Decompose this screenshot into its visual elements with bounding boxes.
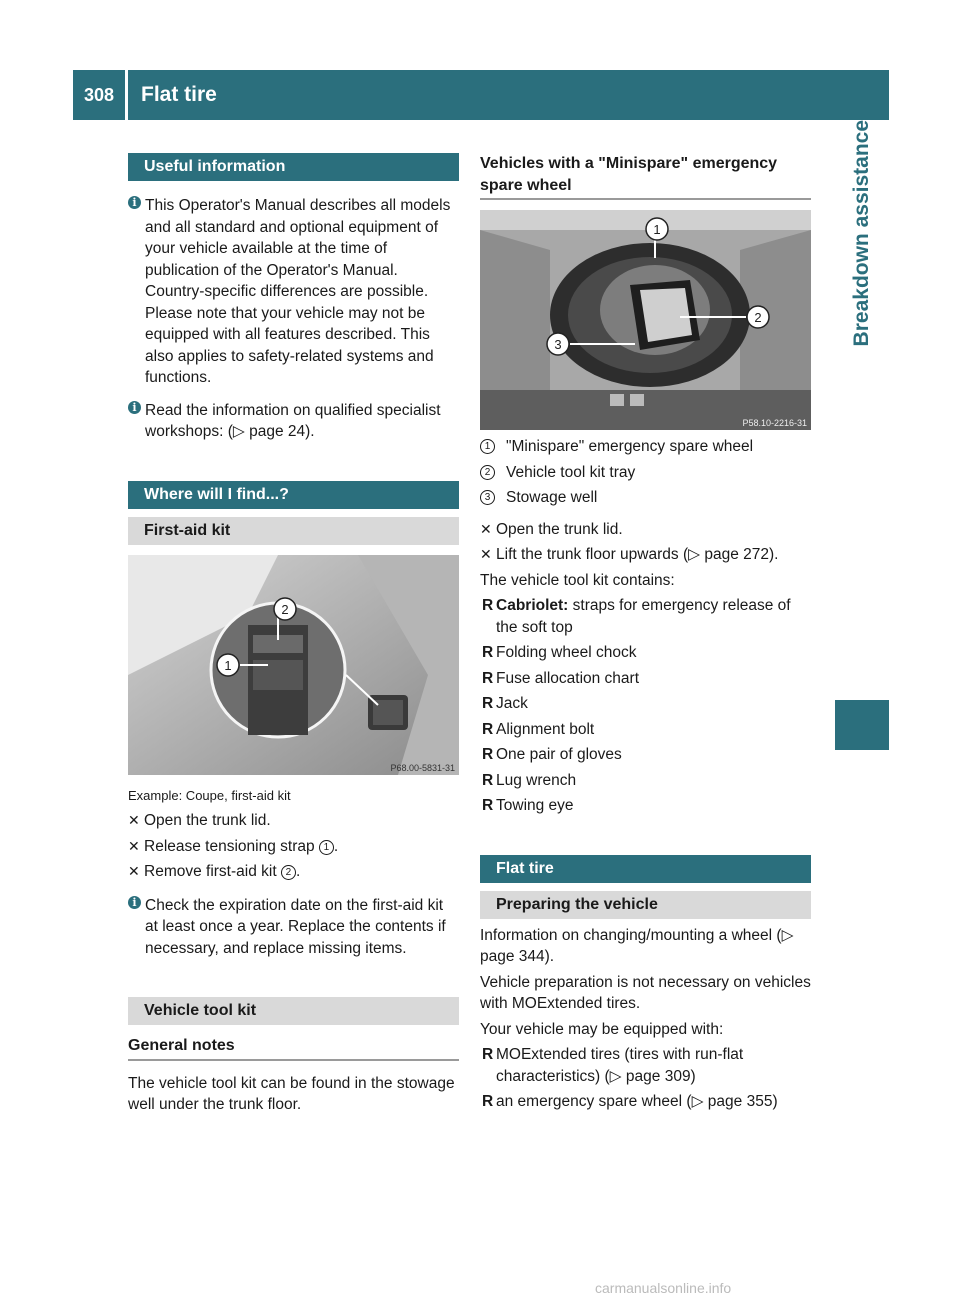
step-text: Remove first-aid kit	[144, 863, 281, 880]
step-arrow-icon: ✕	[480, 520, 492, 537]
info-icon: i	[128, 401, 141, 414]
subsection-heading-preparing: Preparing the vehicle	[480, 891, 811, 919]
section-heading-useful-info: Useful information	[128, 153, 459, 181]
legend-text: Stowage well	[506, 489, 598, 506]
list-item	[480, 642, 811, 664]
legend-number: 1	[480, 439, 495, 454]
list-item	[480, 1044, 811, 1087]
right-column	[480, 153, 811, 1113]
section-heading-flat-tire: Flat tire	[480, 855, 811, 883]
page-number: 308	[73, 70, 125, 120]
list-item	[480, 693, 811, 715]
side-tab-label: Breakdown assistance	[850, 120, 873, 347]
legend-number: 3	[480, 490, 495, 505]
legend-item	[480, 436, 811, 458]
list-item-text: Jack	[496, 695, 528, 712]
list-item-text: straps for emergency release of the soft top	[496, 597, 791, 636]
image-code: P68.00-5831-31	[390, 762, 455, 773]
step-arrow-icon: ✕	[128, 812, 140, 828]
info-note	[128, 895, 459, 960]
step-arrow-icon: ✕	[128, 863, 140, 879]
step-item	[128, 810, 459, 832]
paragraph: Information on changing/mounting a wheel (▷ page 344).	[480, 926, 794, 965]
info-text: Check the expiration date on the first-aid kit at least once a year. Replace the contents if necessary, and replace missing items.	[145, 896, 446, 957]
first-aid-kit-illustration	[128, 555, 459, 775]
callout-3: 3	[554, 337, 562, 352]
subsection-heading-first-aid: First-aid kit	[128, 517, 459, 545]
paragraph: Vehicle preparation is not necessary on vehicles with MOExtended tires.	[480, 973, 811, 1012]
bullet-icon: R	[482, 771, 494, 789]
step-text: Release tensioning strap	[144, 837, 319, 855]
step-item	[480, 519, 811, 541]
callout-1: 1	[224, 657, 232, 673]
list-item-text: Folding wheel chock	[496, 644, 637, 661]
contents-list	[480, 595, 811, 817]
callout-ref: 2	[281, 865, 296, 880]
step-item: ✕ Remove first-aid kit 2 .	[128, 861, 459, 883]
step-arrow-icon: ✕	[128, 837, 140, 854]
list-item	[480, 668, 811, 690]
list-item-text: Alignment bolt	[496, 720, 595, 738]
minispare-heading: Vehicles with a "Minispare" emergency spare wheel	[480, 153, 811, 200]
callout-1: 1	[653, 222, 661, 237]
step-text: Open the trunk lid.	[144, 812, 271, 829]
bullet-icon: R	[482, 597, 494, 614]
callout-2: 2	[754, 310, 762, 325]
side-tab-marker	[835, 700, 889, 750]
list-item-text: Lug wrench	[496, 771, 577, 789]
paragraph: Your vehicle may be equipped with:	[480, 1020, 724, 1038]
first-aid-kit-photo	[128, 555, 459, 775]
callout-ref: 1	[319, 840, 334, 855]
info-icon: i	[128, 896, 141, 909]
list-item	[480, 1091, 811, 1113]
side-tab	[835, 120, 889, 760]
figure-caption: Example: Coupe, first-aid kit	[128, 787, 291, 803]
list-item	[480, 719, 811, 741]
step-item	[480, 544, 811, 566]
list-item	[480, 770, 811, 792]
legend-item	[480, 462, 811, 484]
bullet-icon: R	[482, 746, 494, 763]
bullet-icon: R	[482, 1046, 494, 1063]
info-text: Read the information on qualified specialist workshops: (▷ page 24).	[145, 401, 441, 440]
info-note	[128, 195, 459, 389]
header-divider	[125, 70, 128, 120]
callout-2: 2	[281, 601, 289, 617]
info-icon: i	[128, 196, 141, 209]
list-item	[480, 795, 811, 817]
section-heading-where: Where will I find...?	[128, 481, 459, 509]
contents-intro: The vehicle tool kit contains:	[480, 571, 675, 589]
list-item	[480, 744, 811, 766]
step-item: ✕ Release tensioning strap 1 .	[128, 836, 459, 858]
legend-text: "Minispare" emergency spare wheel	[506, 438, 754, 455]
list-item-text: Fuse allocation chart	[496, 669, 640, 687]
list-item	[480, 595, 811, 638]
subsection-heading-tool-kit: Vehicle tool kit	[128, 997, 459, 1025]
bullet-icon: R	[482, 720, 494, 738]
left-column	[128, 153, 459, 1116]
list-item-text: Towing eye	[496, 797, 574, 814]
bullet-icon: R	[482, 669, 494, 687]
bullet-icon: R	[482, 695, 494, 712]
list-item-text: an emergency spare wheel (▷ page 355)	[496, 1093, 778, 1110]
spare-wheel-photo	[480, 210, 811, 430]
chapter-title: Flat tire	[141, 83, 217, 106]
step-text: Lift the trunk floor upwards (▷ page 272).	[496, 546, 779, 563]
info-note	[128, 400, 459, 443]
bullet-icon: R	[482, 797, 494, 814]
list-item-text: MOExtended tires (tires with run-flat characteristics) (▷ page 309)	[496, 1046, 744, 1085]
info-text: This Operator's Manual describes all models and all standard and optional equipment of your vehicle available at the time of publication of the Operator's Manual. Country-specific differences are possible. Please note that your vehicle may not be equipped with all features described. This also applies to safety-related systems and functions.	[145, 197, 451, 386]
general-notes-text: The vehicle tool kit can be found in the stowage well under the trunk floor.	[128, 1074, 455, 1113]
image-code: P58.10-2216-31	[742, 418, 807, 428]
bullet-icon: R	[482, 644, 494, 661]
legend-item	[480, 487, 811, 509]
watermark-footer: carmanualsonline.info	[595, 1280, 732, 1296]
general-notes-heading: General notes	[128, 1035, 459, 1061]
list-item-text: One pair of gloves	[496, 746, 622, 763]
legend-text: Vehicle tool kit tray	[506, 463, 636, 481]
legend-number: 2	[480, 465, 495, 480]
list-item-bold: Cabriolet:	[496, 597, 569, 614]
legend-list	[480, 436, 811, 509]
spare-wheel-illustration	[480, 210, 811, 430]
step-text: Open the trunk lid.	[496, 520, 623, 538]
step-arrow-icon: ✕	[480, 546, 492, 562]
bullet-icon: R	[482, 1093, 494, 1110]
